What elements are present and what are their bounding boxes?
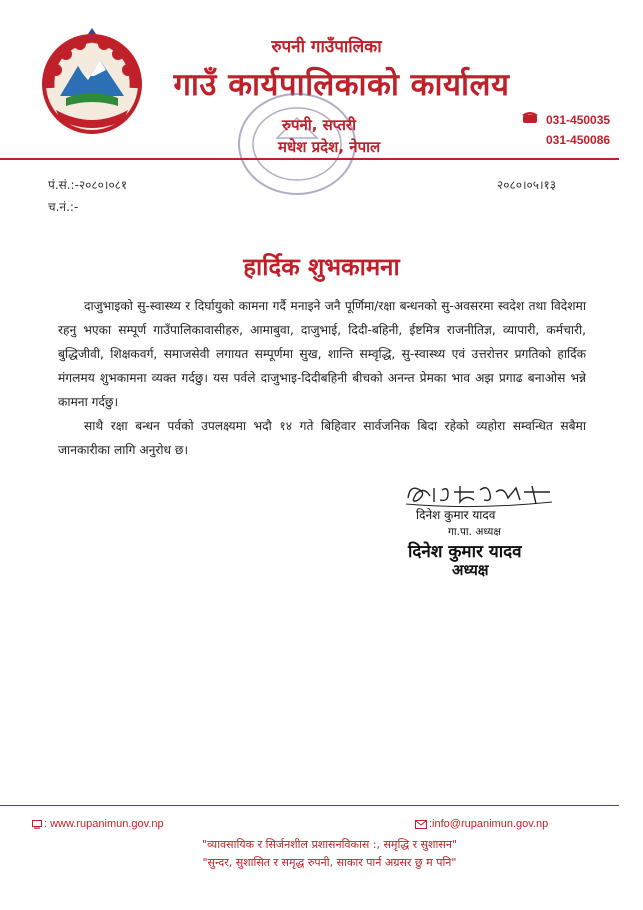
letter-paragraph-2: साथै रक्षा बन्धन पर्वको उपलक्ष्यमा भदौ १४ गते बिहिवार सार्वजनिक बिदा रहेको व्यहोरा सम्वन्धित सबैमा जानकारीका लागि अनुरोध छ। [58,419,586,457]
signatory-name: दिनेश कुमार यादव [416,508,496,522]
phone-number-1: 031-450035 [546,113,611,127]
mail-icon [415,820,427,829]
address-line-1: रुपनी, सप्तरी [282,116,356,134]
computer-icon [32,820,42,829]
footer-motto-1: "व्यावसायिक र सिर्जनशील प्रशासनविकास :, समृद्धि र सुशासन" [202,838,457,851]
footer-motto-2: "सुन्दर, सुशासित र समृद्ध रुपनी, साकार पार्न अग्रसर छु म पनि" [202,856,457,869]
letter-date: २०८०।०५।१३ [497,178,557,192]
seal-name: दिनेश कुमार यादव [408,542,522,562]
letter-heading: हार्दिक शुभकामना [243,253,400,281]
signatory-post: गा.पा. अध्यक्ष [448,526,501,538]
telephone-icon [522,110,538,124]
dispatch-number: च.नं.:- [48,200,79,214]
office-name: रुपनी गाउँपालिका [271,37,382,57]
seal-post: अध्यक्ष [452,561,489,579]
footer-divider [0,805,619,806]
reference-number: पं.सं.:-२०८०।०८१ [48,178,128,192]
letter-paragraph-1: दाजुभाइको सु-स्वास्थ्य र दिर्घायुको कामना गर्दै मनाइने जनै पूर्णिमा/रक्षा बन्धनको सु-अवसरमा स्वदेश तथा विदेशमा रहनु भएका सम्पूर्ण गाउँपालिकावासीहरु, आमाबुवा, दाजुभाई, दिदी-बहिनी, ईष्टमित्र राजनीतिज्ञ, व्यापारी, कर्मचारी, बुद्धिजीवी, शिक्षकवर्ग, समाजसेवी लगायत सम्पूर्णमा सुख, शान्ति सम्वृद्धि, सु-स्वास्थ्य एवं उत्तरोत्तर प्रगतिको हार्दिक मंगलमय शुभकामना व्यक्त गर्दछु। यस पर्वले दाजुभाइ-दिदीबहिनी बीचको अनन्त प्रेमका भाव अझ प्रगाढ बनाओस भन्ने कामना गर्दछु। [58,299,586,409]
website-link[interactable]: : www.rupanimun.gov.np [44,818,164,830]
phone-number-2: 031-450086 [546,133,611,147]
email-link[interactable]: :info@rupanimun.gov.np [429,818,549,830]
address-line-2: मधेश प्रदेश, नेपाल [278,138,381,156]
header-divider [0,158,619,160]
office-title: गाउँ कार्यपालिकाको कार्यालय [173,67,510,103]
